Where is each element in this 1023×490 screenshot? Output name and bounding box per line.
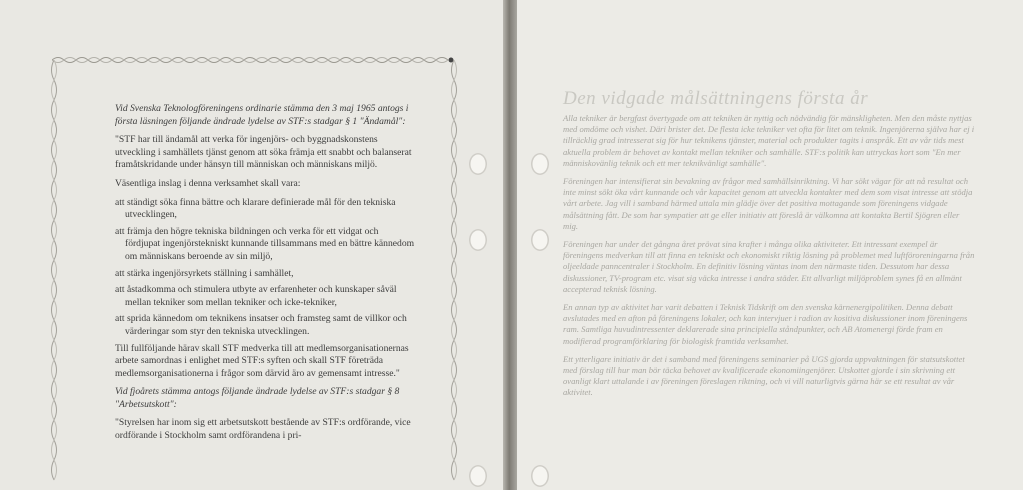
- decorative-border-left: [48, 60, 60, 490]
- decorative-border-right: [448, 60, 460, 490]
- list-item: att ständigt söka finna bättre och klarare definierade mål för den tekniska utvecklingen,: [115, 196, 396, 221]
- list-item: att stärka ingenjörsyrkets ställning i samhället,: [115, 267, 294, 279]
- tasks-heading: Väsentliga inslag i denna verksamhet skall vara:: [115, 177, 301, 189]
- list-item: att sprida kännedom om teknikens insatser och framsteg samt de villkor och värderingar som styr den tekniska utvecklingen.: [115, 313, 407, 337]
- paragraph: Föreningen har intensifierat sin bevakning av frågor med samhällsinriktning. Vi har sökt vägar för att nå resultat och inte minst sökt öka vårt kunnande och vår kapacitet genom att utveckla kontakter med dem som visat intresse att stödja vårt arbete. Jag vill i samband härmed uttala min glädje över det positiva mottagande som föreningens vidgade målsättning fått. De som har sympatier att ge eller initiativ att föreslå är välkomna att kontakta Bertil Sjögren eller mig.: [563, 176, 973, 231]
- list-item: att främja den högre tekniska bildningen och verka för ett vidgat och fördjupat ingenjörstekniskt kunnande tillsammans med en bättre kännedom om människans beroende av sin miljö,: [115, 225, 415, 262]
- paragraph: En annan typ av aktivitet har varit debatten i Teknisk Tidskrift om den svenska kärnenergipolitiken. Denna debatt avslutades med en afton på föreningens lokaler, och kan intervjuer i radion av kositiva diskussioner inom föreningens ram. Samtliga huvudintressenter deklarerade sina principiella ståndpunkter, och AB Atomenergi förde fram en modifierad programförklaring för biologisk framtida verksamhet.: [563, 302, 968, 346]
- statute-intro: Vid Svenska Teknologföreningens ordinarie stämma den 3 maj 1965 antogs i första läsningen följande ändrade lydelse av STF:s stadgar § 1 "Ändamål":: [115, 103, 409, 127]
- tasks-list: [115, 197, 415, 339]
- binder-hole-icon: [531, 465, 549, 487]
- binder-hole-icon: [531, 153, 549, 175]
- binder-hole-icon: [469, 153, 487, 175]
- binder-hole-icon: [531, 229, 549, 251]
- binder-hole-icon: [469, 465, 487, 487]
- second-statute-text: "Styrelsen har inom sig ett arbetsutskott bestående av STF:s ordförande, vice ordförande i Stockholm samt ordförandena i pri-: [115, 417, 411, 442]
- decorative-border-top: [52, 55, 454, 65]
- statute-purpose: "STF har till ändamål att verka för ingenjörs- och byggnadskonstens utveckling i samhällets tjänst genom att söka främja ett snabbt och balanserat framåtskridande under hänsyn till människan och människans miljö.: [115, 134, 412, 171]
- binder-hole-icon: [469, 229, 487, 251]
- paragraph: Ett ytterligare initiativ är det i samband med föreningens seminarier på UGS gjorda uppvaktningen för statsutskottet med förslag till hur man bör täcka behovet av kvalificerade ekonomiingenjörer. Utskottet gjorde i sin skrivning ett ovanligt klart uttalande i av föreningen föreslagen riktning, och vi vill naturligtvis gärna här se ett resultat av vår aktivitet.: [563, 353, 965, 398]
- statute-closing: Till fullföljande härav skall STF medverka till att medlemsorganisationernas arbete samordnas i enlighet med STF:s syften och skall STF företräda medlemsorganisationerna i frågor som därvid äro av gemensamt intresse.": [115, 342, 409, 379]
- right-page-text: [563, 113, 975, 406]
- paragraph: Alla tekniker är bergfast övertygade om att tekniken är nyttig och nödvändig för mänskligheten. Men den måste nyttjas med omdöme och vishet. Däri brister det. De flesta icke tekniker vet ofta för litet om teknik. Ingenjörerna själva har ej i tillräcklig grad intresserat sig för hur teknikens tjänster, material och produkter tagits i anspråk. Ett av vår tids mest aktuella problem är behovet av kontakt mellan tekniker och samhälle. STF:s politik kan uttryckas kort som "En mer människovänlig teknik och ett mer teknikvänligt samhälle".: [563, 113, 975, 168]
- list-item: att åstadkomma och stimulera utbyte av erfarenheter och kunskaper såväl mellan tekniker som mellan tekniker och icke-tekniker,: [115, 284, 397, 308]
- paragraph: Föreningen har under det gångna året prövat sina krafter i många olika aktiviteter. Ett intressant exempel är föreningens medverkan till att finna en tekniskt och ekonomiskt riktig lösning på problemet med luftföroreningarna från oljeeldade panncentraler i Stockholm. En definitiv lösning väntas inom den närmaste tiden. Dessutom har dessa diskussioner, TV-program etc. visat sig väcka intresse i andra städer. Ett allvarligt miljöproblem synes få en allmänt accepterad teknisk lösning.: [563, 239, 975, 294]
- left-page: [0, 0, 503, 490]
- left-page-text: [115, 103, 415, 449]
- book-gutter: [503, 0, 517, 490]
- second-statute-intro: Vid fjoårets stämma antogs följande ändrade lydelse av STF:s stadgar § 8 "Arbetsutskott":: [115, 386, 400, 410]
- page-title: Den vidgade målsättningens första år: [563, 88, 869, 109]
